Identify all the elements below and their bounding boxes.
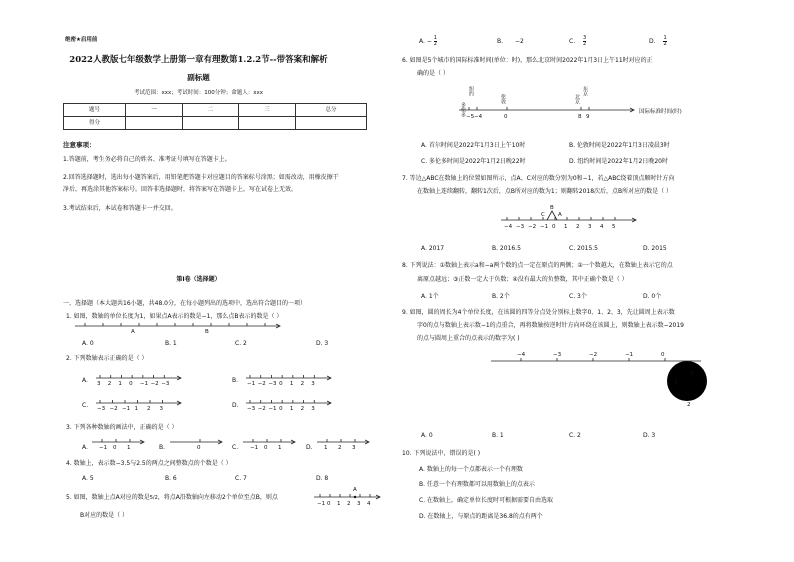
q3-option-c[interactable]: C. — [232, 444, 239, 451]
city-label: 北京 — [574, 94, 580, 104]
q2-axis-b — [246, 370, 336, 392]
q3-axis-c — [243, 436, 299, 454]
q8-option-d[interactable]: D. 0个 — [643, 293, 662, 300]
tick-label: −1 — [317, 501, 326, 507]
tick-label: 4 — [600, 224, 604, 230]
tick-label: −1 — [99, 445, 108, 451]
tick-label: −2 — [109, 406, 118, 412]
score-row-label: 得分 — [64, 117, 126, 130]
tick-label: −1 — [250, 445, 259, 451]
tick-label: 0 — [504, 114, 508, 120]
q1-option-d[interactable]: D. 3 — [316, 340, 329, 347]
tick-label: −4 — [474, 114, 483, 120]
q1-point-a-label: A — [131, 329, 135, 335]
q9-option-c[interactable]: C. 2 — [569, 432, 581, 439]
tick-label: 0 — [113, 445, 117, 451]
notice-item: 3.考试结束后，本试卷和答题卡一并交回。 — [63, 205, 177, 212]
tick-label: 1 — [324, 445, 328, 451]
option-text: −2 — [514, 38, 524, 45]
denominator: 2 — [663, 41, 667, 47]
city-label: 多伦多 — [460, 102, 466, 117]
q8-option-b[interactable]: B. 2个 — [492, 293, 510, 300]
q5-number-line — [314, 487, 384, 509]
q5-option-a[interactable] — [419, 36, 437, 47]
tick-label: −1 — [139, 381, 148, 387]
denominator: 2 — [433, 41, 437, 47]
q4-option-c[interactable]: C. 7 — [235, 475, 247, 482]
q1-option-a[interactable]: A. 0 — [82, 340, 94, 347]
q7-option-b[interactable]: B. 2016.5 — [492, 245, 521, 252]
tick-label: −1 — [122, 406, 131, 412]
q3-axis-a — [92, 436, 148, 454]
score-header-cell: 三 — [239, 104, 296, 117]
q3-axis-d — [317, 436, 373, 454]
numerator: 1 — [663, 35, 667, 41]
q4-option-d[interactable]: D. 8 — [316, 475, 329, 482]
score-header-cell: 题号 — [64, 104, 126, 117]
tick-label: 0 — [327, 501, 331, 507]
tick-label: 9 — [586, 114, 590, 120]
option-letter: D. — [649, 38, 656, 45]
tick-label: −2 — [528, 224, 537, 230]
tick-label: −2 — [257, 406, 266, 412]
q5-fraction: 5/2 — [149, 495, 158, 501]
q9-option-a[interactable]: A. 0 — [421, 432, 433, 439]
score-header-cell: 总分 — [296, 104, 367, 117]
secret-label: 绝密★启用前 — [65, 37, 98, 43]
tick-label: 0 — [279, 406, 283, 412]
q2-option-a[interactable]: A. — [82, 377, 88, 384]
notice-item: 净后，再选涂其他答案标号。回答非选择题时，将答案写在答题卡上，写在试卷上无效。 — [63, 186, 298, 193]
question-1: 1. 如图，数轴的单位长度为1，如果点A表示的数是−1，那么点B表示的数是（ ） — [66, 313, 283, 320]
question-9-line3: 的点与圆周上重合的点表示的数字为( ) — [417, 335, 520, 342]
question-10: 10. 下列说法中，错误的是( ) — [402, 450, 481, 457]
q6-timezone-line — [459, 80, 689, 122]
tick-label: 1 — [289, 406, 294, 412]
circle-label: 0 — [690, 371, 694, 377]
tick-label: −2 — [257, 381, 266, 387]
tick-label: −4 — [517, 352, 526, 358]
tick-label: 4 — [367, 501, 371, 507]
q7-option-d[interactable]: D. 2015 — [643, 245, 667, 252]
notice-title: 注意事项： — [63, 141, 96, 149]
point-a-label: A — [353, 487, 357, 493]
score-header-cell: 一 — [126, 104, 183, 117]
tick-label: −5 — [466, 114, 475, 120]
q1-option-b[interactable]: B. 1 — [165, 340, 177, 347]
q7-number-line — [501, 200, 641, 232]
question-6-line2: 确的是（ ） — [417, 70, 449, 77]
city-label: 纽约 — [468, 86, 474, 96]
tick-label: −1 — [540, 224, 549, 230]
question-2: 2. 下列数轴表示正确的是（ ） — [66, 355, 148, 362]
q9-figure — [491, 348, 781, 418]
tick-label: −1 — [625, 352, 634, 358]
tick-label: −2 — [589, 352, 598, 358]
tick-label: 3 — [357, 501, 361, 507]
vertex-label: C — [541, 212, 545, 218]
city-label: 伦敦 — [500, 94, 506, 104]
question-7-line1: 7. 等边△ABC在数轴上的位置如图所示，点A、C对应的数分别为0和−1，若△ABC绕着顶点顺时针方向 — [402, 175, 675, 182]
q3-option-a[interactable]: A. — [82, 444, 88, 451]
q1-number-line — [75, 318, 285, 334]
q5-text-part1: 5. 如图，数轴上点A对应的数是 — [66, 494, 150, 501]
q7-option-c[interactable]: C. 2015.5 — [569, 245, 598, 252]
notice-item: 1.答题前，考生务必将自己的姓名、准考证号填写在答题卡上。 — [63, 156, 231, 163]
tick-label: −1 — [268, 406, 277, 412]
tick-label: 2 — [576, 224, 580, 230]
score-table-row — [64, 117, 367, 130]
q3-option-d[interactable]: D. — [306, 444, 313, 451]
score-cell[interactable] — [296, 117, 367, 130]
q2-axis-c — [96, 395, 186, 417]
q9-option-b[interactable]: B. 1 — [492, 432, 504, 439]
q5-text-part3: B对应的数是（ ） — [80, 512, 129, 519]
q6-option-d[interactable]: D. 纽约时间是2022年1月2日晚20时 — [569, 158, 668, 165]
option-letter: B. — [497, 38, 504, 45]
q10-option-b[interactable]: B. 任意一个有理数都可以用数轴上的点表示 — [419, 481, 535, 488]
tick-label: 0 — [197, 445, 201, 451]
tick-label: 2 — [107, 381, 112, 387]
q5-option-b[interactable] — [497, 38, 524, 46]
tick-label: −4 — [504, 224, 513, 230]
question-7-line2: 在数轴上连续翻转，翻转1次后，点B所对应的数为1；则翻转2018次后，点B所对应的数是（ ） — [417, 188, 673, 195]
question-4: 4. 数轴上，表示数−3.5与2.5的两点之间整数点的个数是（ ） — [66, 460, 232, 467]
tick-label: 1 — [134, 406, 138, 412]
circle-label: 1 — [704, 380, 708, 386]
point-a-dot — [354, 496, 356, 498]
fraction-sign: − — [426, 38, 432, 45]
q6-option-b[interactable]: B. 伦敦时间是2022年1月3日凌晨3时 — [569, 142, 670, 149]
document-subtitle: 副标题 — [187, 73, 210, 82]
q8-option-c[interactable]: C. 3个 — [569, 293, 587, 300]
axis-caption: 国际标准时间(时) — [639, 109, 682, 115]
tick-label: 2 — [347, 501, 351, 507]
fraction — [663, 36, 666, 47]
tick-label: 2 — [300, 381, 305, 387]
fraction — [583, 36, 586, 47]
tick-label: 3 — [97, 381, 101, 387]
tick-label: 3 — [311, 406, 315, 412]
option-letter: C. — [569, 38, 576, 45]
numerator: 3 — [583, 35, 587, 41]
numerator: 1 — [433, 35, 437, 41]
q2-axis-a — [96, 370, 186, 392]
score-header-cell: 二 — [183, 104, 239, 117]
city-label: 东京 — [582, 86, 588, 96]
exam-info: 考试范围：xxx；考试时间：100分钟；命题人：xxx — [133, 90, 264, 96]
question-5 — [66, 494, 278, 502]
circle-label: 3 — [674, 380, 678, 386]
tick-label: 3 — [352, 445, 356, 451]
tick-label: 1 — [289, 381, 294, 387]
tick-label: 1 — [118, 381, 122, 387]
q6-option-a[interactable]: A. 首尔时间是2022年1月3日上午10时 — [421, 142, 526, 149]
tick-label: 2 — [338, 445, 342, 451]
tick-label: −3 — [268, 381, 277, 387]
score-table — [63, 103, 367, 130]
tick-label: 5 — [612, 224, 616, 230]
question-9-line2: 字0的点与数轴上表示数−1的点重合，再将数轴按逆时针方向环绕在该圆上，则数轴上表示数−2019 — [417, 322, 684, 329]
tick-label: 2 — [300, 406, 305, 412]
tick-label: 8 — [578, 114, 582, 120]
score-table-header-row — [64, 104, 367, 117]
tick-label: −3 — [247, 406, 256, 412]
tick-label: 3 — [588, 224, 592, 230]
q9-option-d[interactable]: D. 3 — [643, 432, 656, 439]
vertex-label: B — [550, 205, 554, 211]
q5-option-d[interactable] — [649, 36, 667, 47]
right-page — [397, 0, 794, 562]
q4-option-b[interactable]: B. 6 — [165, 475, 177, 482]
tick-label: −2 — [150, 381, 159, 387]
q10-option-a[interactable]: A. 数轴上的每一个点都表示一个有理数 — [419, 466, 523, 473]
question-3: 3. 下列各种数轴的画法中，正确的是（ ） — [66, 424, 178, 431]
tick-label: 1 — [337, 501, 341, 507]
tick-label: 0 — [279, 381, 283, 387]
notice-item: 2.回答选择题时，选出每小题答案后，用铅笔把答题卡对应题目的答案标号涂黑；如需改动，用橡皮擦干 — [63, 174, 339, 181]
tick-label: 0 — [552, 224, 556, 230]
vertex-label: A — [558, 212, 562, 218]
q8-option-a[interactable]: A. 1个 — [421, 293, 439, 300]
q5-option-c[interactable] — [569, 36, 586, 47]
score-cell[interactable] — [239, 117, 296, 130]
tick-label: 2 — [147, 406, 151, 412]
q7-option-a[interactable]: A. 2017 — [421, 245, 445, 252]
tick-label: 0 — [129, 381, 133, 387]
tick-label: −1 — [247, 381, 256, 387]
q1-option-c[interactable]: C. 2 — [235, 340, 247, 347]
q2-option-c[interactable]: C. — [82, 402, 89, 409]
circle-label: 2 — [687, 402, 691, 408]
q3-option-b[interactable]: B. — [159, 444, 166, 451]
tick-label: −3 — [516, 224, 525, 230]
tick-label: −3 — [553, 352, 562, 358]
tick-label: −3 — [161, 381, 170, 387]
score-cell[interactable] — [183, 117, 239, 130]
tick-label: 3 — [159, 406, 163, 412]
q3-axis-b — [170, 436, 226, 454]
question-6-line1: 6. 如图是5个城市的国际标准时间(单位：时)，那么北京时间2022年1月3日上午11时对应的正 — [402, 57, 653, 64]
q2-axis-d — [246, 395, 336, 417]
q1-point-b-label: B — [205, 329, 209, 335]
question-8-line1: 8. 下列说法：①数轴上表示a和−a两个数的点一定在原点的两侧；②一个数越大，在数轴上表示它的点 — [402, 262, 673, 269]
option-letter: A. — [419, 38, 425, 45]
section-title: 一、选择题（本大题共16小题，共48.0分，在每小题列出的选项中，选出符合题目的一项） — [63, 300, 306, 307]
document-title: 2022人教版七年级数学上册第一章有理数第1.2.2节--带答案和解析 — [69, 55, 328, 65]
q7-triangle — [547, 211, 557, 220]
tick-label: 1 — [127, 445, 131, 451]
denominator: 2 — [583, 41, 587, 47]
q10-option-c[interactable]: C. 在数轴上，确定单位长度时可根据需要自由选取 — [419, 497, 554, 504]
q4-option-a[interactable]: A. 5 — [82, 475, 94, 482]
question-8-line2: 离原点越远；③正数一定大于负数；④没有最大的负整数，其中正确个数是（ ） — [417, 276, 628, 283]
tick-label: 1 — [564, 224, 568, 230]
tick-label: −3 — [97, 406, 106, 412]
volume-title: 第I卷（选择题） — [176, 276, 221, 283]
q10-option-d[interactable]: D. 在数轴上，与原点的距离是36.8的点有两个 — [419, 513, 543, 520]
tick-label: 0 — [264, 445, 268, 451]
tick-label: 3 — [311, 381, 315, 387]
q9-circle — [667, 361, 707, 401]
q2-option-d[interactable]: D. — [232, 402, 239, 409]
question-9-line1: 9. 如图，圆的周长为4个单位长度，在该圆的四等分点处分别标上数字0、1、2、3，先让圆周上表示数 — [402, 309, 675, 316]
q6-option-c[interactable]: C. 多伦多时间是2022年1月2日晚22时 — [421, 158, 526, 165]
score-cell[interactable] — [126, 117, 183, 130]
tick-label: 1 — [278, 445, 282, 451]
fraction — [434, 36, 437, 47]
q2-option-b[interactable]: B. — [232, 377, 239, 384]
q5-text-part2: ，将点A沿数轴向左移动2个单位至点B，则点 — [157, 494, 278, 501]
tick-label: 0 — [661, 352, 665, 358]
